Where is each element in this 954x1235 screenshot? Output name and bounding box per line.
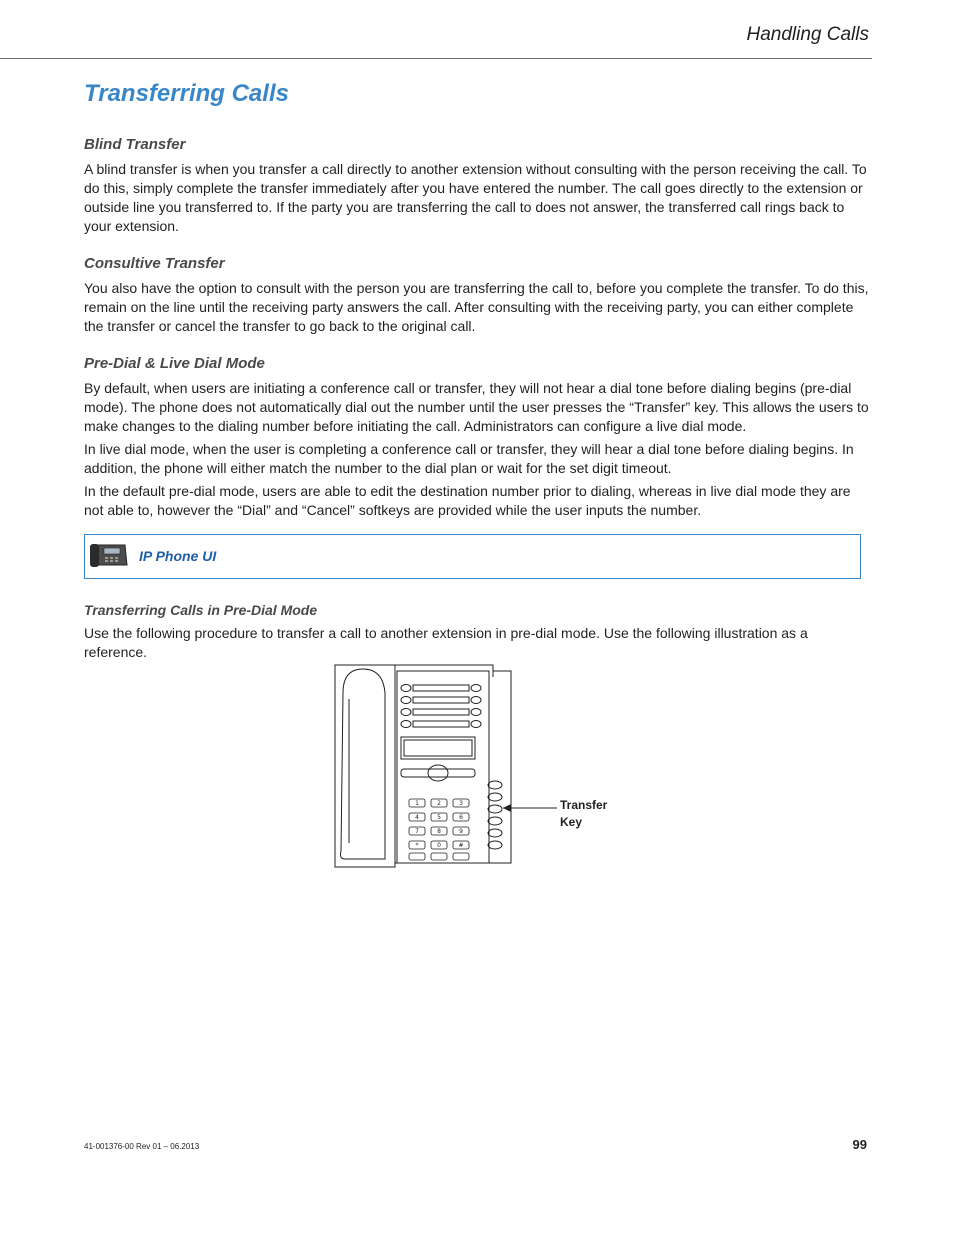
transfer-key-callout: [560, 797, 620, 831]
keypad: [409, 799, 469, 860]
page-number: 99: [852, 1137, 867, 1152]
key-3: 3: [459, 800, 463, 807]
ip-phone-ui-label: IP Phone UI: [139, 548, 217, 564]
pre-dial-section: [84, 354, 869, 520]
key-6: 6: [459, 814, 463, 821]
transfer-key-label-line1: Transfer: [560, 798, 608, 812]
procedure-body: Use the following procedure to transfer a call to another extension in pre-dial mode. Use the following illustration as a reference.: [84, 625, 808, 660]
consultive-transfer-heading: Consultive Transfer: [84, 255, 225, 272]
header-section-title: Handling Calls: [746, 24, 869, 45]
transfer-key-label-line2: Key: [560, 815, 583, 829]
key-9: 9: [459, 828, 463, 835]
key-5: 5: [437, 814, 441, 821]
pre-dial-heading: Pre-Dial & Live Dial Mode: [84, 355, 265, 372]
main-content: [84, 135, 869, 666]
consultive-transfer-body: You also have the option to consult with the person you are transferring the call to, before you complete the transfer. To do this, remain on the line until the receiving party answers the call. After consulting with the receiving party, you can either complete the transfer or cancel the transfer to go back to the original call.: [84, 280, 869, 334]
pre-dial-paragraph-1: By default, when users are initiating a conference call or transfer, they will not hear a dial tone before dialing begins (pre-dial mode). The phone does not automatically dial out the number until the user presses the “Transfer” key. This allows the users to make changes to the dialing number before initiating the call. Administrators can configure a live dial mode.: [84, 380, 869, 434]
phone-drawing: [333, 663, 623, 869]
phone-illustration: [333, 663, 623, 869]
key-1: 1: [415, 800, 419, 807]
ip-phone-ui-callout: [84, 534, 861, 579]
key-hash: #: [458, 842, 464, 849]
consultive-transfer-section: [84, 254, 869, 336]
pre-dial-paragraph-2: In live dial mode, when the user is completing a conference call or transfer, they will hear a dial tone before dialing begins. In addition, the phone will either match the number to the dial plan or wait for the set digit timeout.: [84, 441, 854, 476]
blind-transfer-heading: Blind Transfer: [84, 136, 186, 153]
key-7: 7: [415, 828, 419, 835]
blind-transfer-section: [84, 135, 869, 236]
pre-dial-paragraph-3: In the default pre-dial mode, users are able to edit the destination number prior to dialing, whereas in live dial mode they are not able to, however the “Dial” and “Cancel” softkeys are provided while the user inputs the number.: [84, 483, 851, 518]
key-0: 0: [437, 842, 441, 849]
footer-doc-id: 41-001376-00 Rev 01 – 06.2013: [84, 1142, 200, 1151]
key-4: 4: [415, 814, 419, 821]
page-title: Transferring Calls: [84, 80, 289, 107]
blind-transfer-body: A blind transfer is when you transfer a call directly to another extension without consulting with the person receiving the call. To do this, simply complete the transfer immediately after you have entered the number. The call goes directly to the extension or outside line you transferred to. If the party you are transferring the call to does not answer, the transferred call rings back to your extension.: [84, 161, 867, 234]
procedure-heading: Transferring Calls in Pre-Dial Mode: [84, 602, 318, 618]
feature-keys: [488, 781, 502, 849]
key-2: 2: [437, 800, 441, 807]
desk-phone-icon: [89, 541, 129, 576]
key-star: *: [415, 842, 419, 849]
key-8: 8: [437, 828, 441, 835]
header-divider: [0, 58, 872, 59]
